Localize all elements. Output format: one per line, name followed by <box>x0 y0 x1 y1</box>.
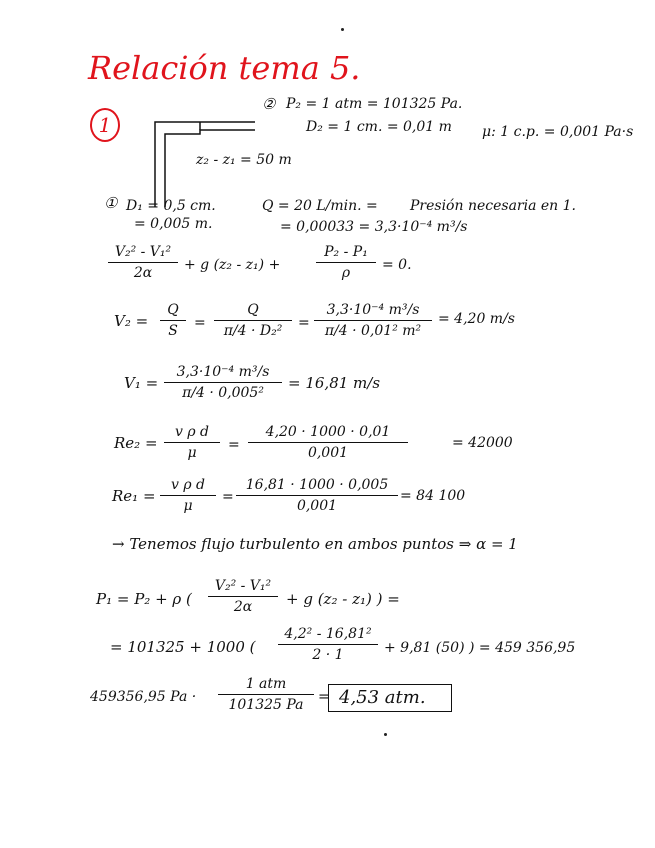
bernoulli-pressure-term: P₂ - P₁ ρ <box>316 244 376 281</box>
v2-result: = 4,20 m/s <box>438 311 515 327</box>
v2-eq2: = <box>298 315 310 331</box>
p1-num-rhs: + 9,81 (50) ) = 459 356,95 <box>384 640 576 656</box>
viscosity-value: μ: 1 c.p. = 0,001 Pa·s <box>482 124 634 140</box>
final-answer: 4,53 atm. <box>328 684 452 712</box>
final-frac: 1 atm 101325 Pa <box>218 676 314 713</box>
flow-conclusion: → Tenemos flujo turbulento en ambos puntos ⇒ α = 1 <box>112 535 518 553</box>
point2-label: ② <box>262 95 276 113</box>
p1-rhs: + g (z₂ - z₁) ) = <box>286 590 400 608</box>
final-lhs: 459356,95 Pa · <box>90 689 197 705</box>
re1-frac1: v ρ d μ <box>160 477 216 514</box>
re2-eq: = <box>228 437 240 453</box>
bernoulli-velocity-term: V₂² - V₁² 2α <box>108 244 178 281</box>
question-text: Presión necesaria en 1. <box>410 198 576 214</box>
p2-value: P₂ = 1 atm = 101325 Pa. <box>286 96 463 112</box>
p1-frac: V₂² - V₁² 2α <box>208 578 278 615</box>
v2-lhs: V₂ = <box>114 312 149 330</box>
v1-frac: 3,3·10⁻⁴ m³/s π/4 · 0,005² <box>164 364 282 401</box>
point1-label: ① <box>104 194 118 212</box>
d2-value: D₂ = 1 cm. = 0,01 m <box>306 119 452 135</box>
p1-num-lhs: = 101325 + 1000 ( <box>110 638 256 656</box>
page-title: Relación tema 5. <box>88 49 361 87</box>
v2-frac3: 3,3·10⁻⁴ m³/s π/4 · 0,01² m² <box>314 302 432 339</box>
re1-result: = 84 100 <box>400 488 466 504</box>
bernoulli-middle: + g (z₂ - z₁) + <box>184 257 281 273</box>
problem-number: 1 <box>90 108 120 142</box>
stray-dot-bottom <box>384 733 387 736</box>
re1-lhs: Re₁ = <box>112 487 156 505</box>
v2-frac1: Q S <box>160 302 186 339</box>
d1-meters: = 0,005 m. <box>134 216 213 232</box>
re2-frac1: v ρ d μ <box>164 424 220 461</box>
v2-frac2: Q π/4 · D₂² <box>214 302 292 339</box>
final-eq: = <box>318 689 330 705</box>
re2-lhs: Re₂ = <box>114 434 158 452</box>
re1-frac2: 16,81 · 1000 · 0,005 0,001 <box>236 477 398 514</box>
bernoulli-end: = 0. <box>382 257 412 273</box>
flow-rate-m3: = 0,00033 = 3,3·10⁻⁴ m³/s <box>280 219 468 235</box>
re1-eq: = <box>222 489 234 505</box>
stray-dot <box>341 28 344 31</box>
p1-lhs: P₁ = P₂ + ρ ( <box>96 590 192 608</box>
flow-rate: Q = 20 L/min. = <box>262 198 378 214</box>
v1-lhs: V₁ = <box>124 374 159 392</box>
v2-eq1: = <box>194 315 206 331</box>
re2-frac2: 4,20 · 1000 · 0,01 0,001 <box>248 424 408 461</box>
d1-value: D₁ = 0,5 cm. <box>126 198 216 214</box>
re2-result: = 42000 <box>452 435 513 451</box>
v1-result: = 16,81 m/s <box>288 374 381 392</box>
height-difference: z₂ - z₁ = 50 m <box>196 152 292 168</box>
p1-num-frac: 4,2² - 16,81² 2 · 1 <box>278 626 378 663</box>
